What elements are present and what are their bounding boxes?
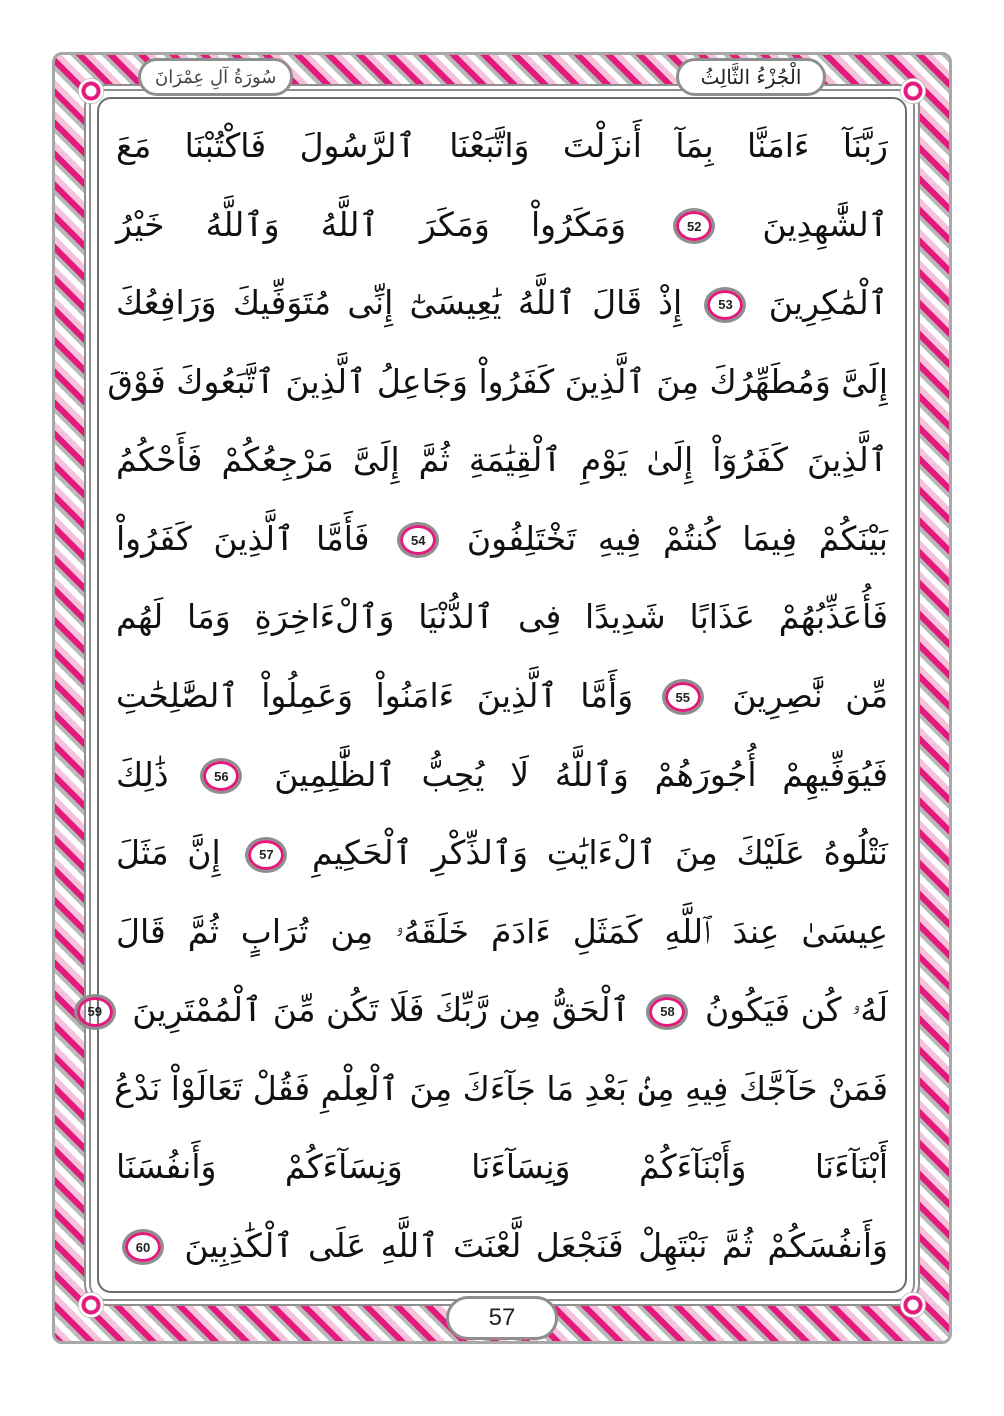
verse-text: فَأُعَذِّبُهُمْ عَذَابًا شَدِيدًا فِى ٱلدُّنْيَا وَٱلْءَاخِرَةِ وَمَا لَهُم [116, 597, 888, 637]
verse-text: رَبَّنَآ ءَامَنَّا بِمَآ أَنزَلْتَ وَاتَّبَعْنَا ٱلرَّسُولَ فَاكْتُبْنَا مَعَ [116, 126, 888, 165]
verse-text: أَبْنَآءَنَا وَأَبْنَآءَكُمْ وَنِسَآءَنَا وَنِسَآءَكُمْ وَأَنفُسَنَا [116, 1147, 888, 1187]
ayah-number-icon: 55 [662, 679, 704, 715]
ayah-number-icon: 58 [646, 994, 688, 1030]
verse-text: وَمَكَرُواْ وَمَكَرَ ٱللَّهُ وَٱللَّهُ خَيْرُ [116, 204, 627, 244]
text-line [116, 273, 888, 333]
verse-text: مِّن نَّٰصِرِينَ [732, 675, 888, 715]
ayah-number-icon: 52 [673, 208, 715, 244]
ayah-number-icon: 56 [200, 758, 242, 794]
page-number: 57 [446, 1296, 558, 1340]
verse-text: ٱلْمَٰكِرِينَ [768, 283, 888, 323]
text-line [87, 980, 888, 1040]
text-line [116, 902, 888, 962]
ayah-number-icon: 54 [397, 522, 439, 558]
text-line [116, 823, 888, 883]
verse-text: لَهُۥ كُن فَيَكُونُ [704, 990, 888, 1030]
verse-text: فَأَمَّا ٱلَّذِينَ كَفَرُواْ [116, 518, 370, 558]
text-line [116, 195, 888, 255]
verse-text: إِلَىَّ وَمُطَهِّرُكَ مِنَ ٱلَّذِينَ كَفَرُواْ وَجَاعِلُ ٱلَّذِينَ ٱتَّبَعُوكَ فَوْقَ [107, 361, 888, 401]
verse-text: إِذْ قَالَ ٱللَّهُ يَٰعِيسَىٰٓ إِنِّى مُتَوَفِّيكَ وَرَافِعُكَ [116, 283, 683, 323]
ayah-number-icon: 57 [245, 837, 287, 873]
verse-text: وَأَنفُسَكُمْ ثُمَّ نَبْتَهِلْ فَنَجْعَل لَّعْنَتَ ٱللَّهِ عَلَى ٱلْكَٰذِبِينَ [184, 1225, 888, 1265]
corner-ornament-icon [78, 78, 104, 104]
text-line [116, 1137, 888, 1197]
verse-text: ٱلَّذِينَ كَفَرُوٓاْ إِلَىٰ يَوْمِ ٱلْقِيَٰمَةِ ثُمَّ إِلَىَّ مَرْجِعُكُمْ فَأَحْكُمُ [116, 440, 888, 480]
text-line [107, 352, 888, 412]
text-line [116, 430, 888, 490]
ayah-number-icon: 60 [122, 1229, 164, 1265]
quran-text-block [87, 116, 888, 1276]
corner-ornament-icon [900, 1292, 926, 1318]
text-line [116, 1059, 888, 1119]
verse-text: فَيُوَفِّيهِمْ أُجُورَهُمْ وَٱللَّهُ لَا يُحِبُّ ٱلظَّٰلِمِينَ [274, 754, 888, 794]
text-line [116, 745, 888, 805]
text-line [116, 509, 888, 569]
verse-text: ٱلْحَقُّ مِن رَّبِّكَ فَلَا تَكُن مِّنَ ٱلْمُمْتَرِينَ [132, 990, 630, 1030]
juz-label: الْجُزْءُ الثَّالِثُ [676, 58, 826, 96]
text-line [116, 666, 888, 726]
verse-text: وَأَمَّا ٱلَّذِينَ ءَامَنُواْ وَعَمِلُواْ ٱلصَّٰلِحَٰتِ [116, 675, 634, 715]
text-line [116, 587, 888, 647]
text-line [116, 116, 888, 176]
verse-text: عِيسَىٰ عِندَ ٱللَّهِ كَمَثَلِ ءَادَمَ خَلَقَهُۥ مِن تُرَابٍ ثُمَّ قَالَ [116, 911, 888, 951]
verse-text: نَتْلُوهُ عَلَيْكَ مِنَ ٱلْءَايَٰتِ وَٱلذِّكْرِ ٱلْحَكِيمِ [312, 833, 888, 873]
verse-text: ٱلشَّٰهِدِينَ [762, 204, 888, 244]
verse-text: بَيْنَكُمْ فِيمَا كُنتُمْ فِيهِ تَخْتَلِفُونَ [466, 518, 888, 558]
verse-text: ذَٰلِكَ [116, 754, 169, 794]
verse-text: فَمَنْ حَآجَّكَ فِيهِ مِنۢ بَعْدِ مَا جَآءَكَ مِنَ ٱلْعِلْمِ فَقُلْ تَعَالَوْاْ نَدْعُ [114, 1068, 888, 1108]
ayah-number-icon: 53 [704, 287, 746, 323]
surah-label: سُورَةُ آلِ عِمْرَانَ [138, 58, 293, 96]
ayah-number-icon: 59 [74, 994, 116, 1030]
corner-ornament-icon [78, 1292, 104, 1318]
corner-ornament-icon [900, 78, 926, 104]
text-line [116, 1216, 888, 1276]
verse-text: إِنَّ مَثَلَ [116, 833, 221, 873]
